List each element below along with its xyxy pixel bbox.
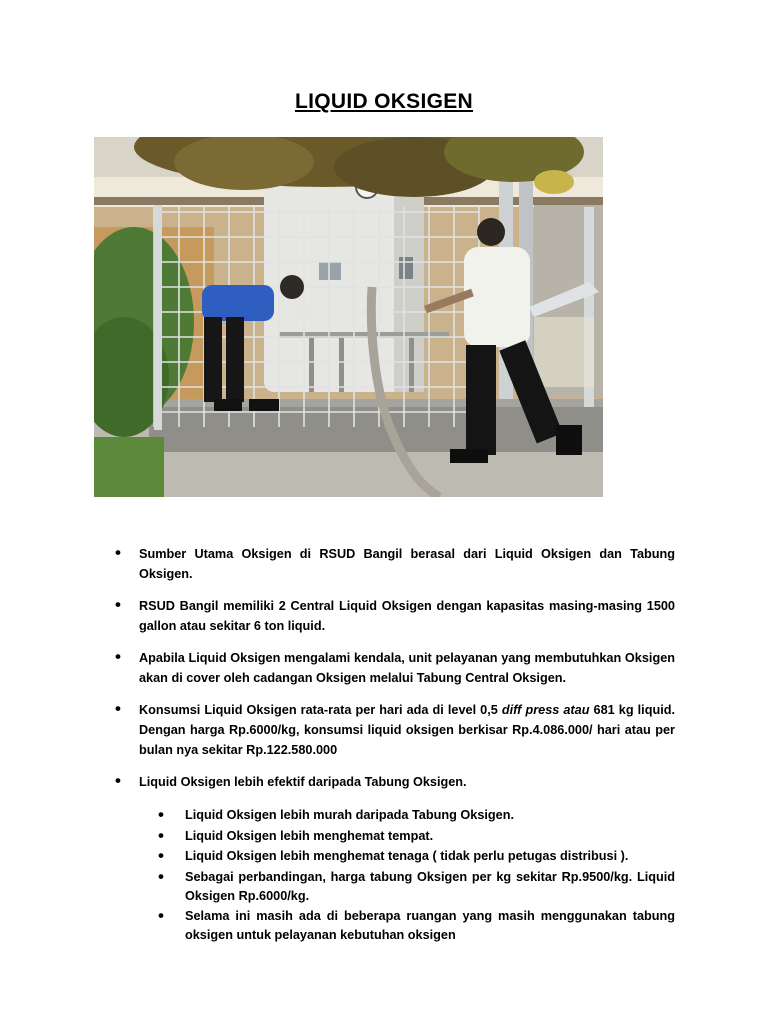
bullet-item (118, 596, 675, 636)
sub-bullet-item: • Selama ini masih ada di beberapa ruangan yang masih menggunakan tabung oksigen untuk pelayanan kebutuhan oksigen (139, 907, 675, 945)
bullet-text: RSUD Bangil memiliki 2 Central Liquid Oksigen dengan kapasitas masing-masing 1500 gallon atau sekitar 6 ton liquid. (139, 599, 675, 633)
sub-bullet-item: • Liquid Oksigen lebih menghemat tempat. (139, 827, 675, 846)
bullet-text-italic: diff press atau (501, 703, 590, 717)
liquid-oxygen-tank-photo (94, 137, 603, 497)
page-title: LIQUID OKSIGEN (294, 90, 474, 113)
bullet-item (118, 544, 675, 584)
sub-bullet-list (139, 806, 675, 945)
bullet-text: Liquid Oksigen lebih efektif daripada Tabung Oksigen. (139, 775, 467, 789)
bullet-item (118, 700, 675, 760)
bullet-text-part: Konsumsi Liquid Oksigen rata-rata per hari ada di level 0,5 (139, 703, 502, 717)
bullet-text: Apabila Liquid Oksigen mengalami kendala, unit pelayanan yang membutuhkan Oksigen akan di cover oleh cadangan Oksigen melalui Tabung Central Oksigen. (139, 651, 675, 685)
bullet-list (118, 544, 675, 957)
sub-bullet-item: • Sebagai perbandingan, harga tabung Oksigen per kg sekitar Rp.9500/kg. Liquid Oksigen Rp.6000/kg. (139, 868, 675, 906)
sub-bullet-item: • Liquid Oksigen lebih menghemat tenaga ( tidak perlu petugas distribusi ). (139, 847, 675, 866)
bullet-text-part: 681 kg liquid. Dengan harga Rp.6000/kg, konsumsi liquid oksigen berkisar Rp.4.086.000/ hari atau per bulan nya sekitar Rp.122.580.000 (139, 703, 675, 757)
bullet-item (118, 772, 675, 945)
bullet-item (118, 648, 675, 688)
sub-bullet-item: • Liquid Oksigen lebih murah daripada Tabung Oksigen. (139, 806, 675, 825)
bullet-text: Sumber Utama Oksigen di RSUD Bangil berasal dari Liquid Oksigen dan Tabung Oksigen. (139, 547, 675, 581)
